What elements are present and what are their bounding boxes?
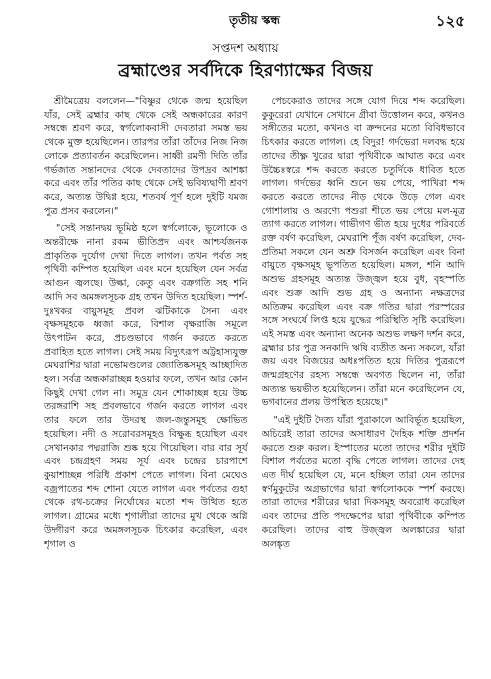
page-number: ১২৫	[435, 12, 465, 30]
right-column	[262, 95, 466, 671]
page-header	[44, 10, 465, 32]
paragraph: "এই দুইটি দৈত্য যাঁরা পুরাকালে আবির্ভূত হয়েছিল, অচিরেই তারা তাদের অসাধারণ দৈহিক শক্তি প্রদর্শন করতে শুরু করল। ইস্পাতের মতো তাদের শরীর দুইটি বিশাল পর্বতের মতো বৃদ্ধি পেতে লাগল। তাদের দেহ এত দীর্ঘ হয়েছিল যে, মনে হচ্ছিল তারা যেন তাদের স্বর্ণমুকুটের অগ্রভাগের দ্বারা স্বর্গলোককে স্পর্শ করছে। তারা তাদের শরীরের দ্বারা দিকসমূহ অবরোধ করেছিল এবং তাদের প্রতি পদক্ষেপের দ্বারা পৃথিবীকে কম্পিত করেছিল। তাদের বাহু উজ্জ্বল অলঙ্কারের দ্বারা অলঙ্কৃত	[261, 415, 465, 550]
paragraph: শ্রীমৈত্রেয় বললেন—"বিষ্ণুর থেকে জন্ম হয়েছিল যাঁর, সেই ব্রহ্মার কাছ থেকে সেই অন্ধকারের কারণ সম্বন্ধে শ্রবণ করে, স্বর্গলোকবাসী দেবতারা সমস্ত ভয় থেকে মুক্ত হয়েছিলেন। তারপর তাঁরা তাঁদের নিজ নিজ লোকে প্রত্যাবর্তন করেছিলেন। সাধ্বী রমণী দিতি তাঁর গর্ভজাত সন্তানদের থেকে দেবতাদের উপদ্রব আশঙ্কা করে এবং তাঁর পতির কাছ থেকে সেই ভবিষ্যদ্বাণী শ্রবণ করে, অত্যন্ত উদ্বিগ্ন হয়ে, শতবর্ষ পূর্ণ হলে দুইটি যমজ পুত্র প্রসব করলেন।"	[44, 96, 248, 217]
paragraph: পেচকেরাও তাদের সঙ্গে যোগ দিয়ে শব্দ করেছিল। কুকুরেরা যেখানে সেখানে গ্রীবা উত্তোলন করে, কখনও সঙ্গীতের মতো, কখনও বা ক্রন্দনের মতো বিবিধভাবে চিৎকার করতে লাগল। হে বিদুর! গর্দভেরা দলবদ্ধ হয়ে তাদের তীক্ষ্ণ খুরের দ্বারা পৃথিবীকে আঘাত করে এবং উচ্চৈঃস্বরে শব্দ করতে করতে চতুর্দিকে ধাবিত হতে লাগল। গর্দভের ধ্বনি শুনে ভয় পেয়ে, পাখিরা শব্দ করতে করতে তাদের নীড় থেকে উড়ে গেল এবং গোশালায় ও অরণ্যে পশুরা শীতে ভয় পেয়ে মল-মূত্র ত্যাগ করতে লাগল। গাভীগণ ভীত হয়ে দুধের পরিবর্তে রক্ত বর্ষণ করেছিল, মেঘরাশি পূঁজ বর্ষণ করেছিল, দেব-প্রতিমা সকলে যেন অশ্রু বিসর্জন করেছিল এবং বিনা বায়ুতে বৃক্ষসমূহ ভূপতিত হয়েছিল। মঙ্গল, শনি আদি অশুভ গ্রহসমূহ অত্যন্ত উজ্জ্বল হয়ে বুধ, বৃহস্পতি এবং শুক্র আদি শুভ গ্রহ ও অন্যান্য নক্ষত্রদের অতিক্রম করেছিল এবং বক্র গতির দ্বারা পরস্পরের সঙ্গে সংঘর্ষে লিপ্ত হয়ে যুদ্ধের পরিস্থিতি সৃষ্টি করেছিল। এই সমস্ত এবং অন্যান্য অনেক অশুভ লক্ষণ দর্শন করে, ব্রহ্মার চার পুত্র সনকাদি ঋষি ব্যতীত অন্য সকলে, যাঁরা জয় এবং বিজয়ের অধঃপতিত হয়ে দিতির পুত্ররূপে জন্মগ্রহণের রহস্য সম্বন্ধে অবগত ছিলেন না, তাঁরা অত্যন্ত ভয়ভীত হয়েছিলেন। তাঁরা মনে করেছিলেন যে, ভগবানের প্রলয় উপস্থিত হয়েছে।"	[261, 96, 465, 409]
paragraph: "সেই সন্তানদ্বয় ভূমিষ্ঠ হলে স্বর্গলোকে, ভূলোকে ও অন্তরীক্ষে নানা রকম ভীতিপ্রদ এবং আশ্চর্যজনক প্রাকৃতিক দুর্যোগ দেখা দিতে লাগল। তখন পর্বত সহ পৃথিবী কম্পিত হয়েছিল এবং মনে হয়েছিল যেন সর্বত্র আগুন জ্বলছে। উল্কা, কেতু এবং বক্রগতি সহ শনি আদি সব অমঙ্গলসূচক গ্রহ তখন উদিত হয়েছিল। স্পর্শ-দুঃখকর বায়ুসমূহ প্রবল ঝটিকাকে সৈন্য এবং বৃক্ষসমূহকে ধ্বজা করে, বিশাল বৃক্ষরাজি সমূলে উৎপাটন করে, প্রচণ্ডভাবে গর্জন করতে করতে প্রবাহিত হতে লাগল। সেই সময় বিদ্যুৎরূপ অট্টহাস্যযুক্ত মেঘরাশির দ্বারা নভোমণ্ডলের জ্যোতিষ্কসমূহ আচ্ছাদিত হল। সর্বত্র অন্ধকারাচ্ছন্ন হওয়ার ফলে, তখন আর কোন কিছুই দেখা গেল না। সমুদ্র যেন শোকাচ্ছন্ন হয়ে উচ্চ তরঙ্গরাশি সহ প্রবলভাবে গর্জন করতে লাগল এবং তার ফলে তার উদরস্থ জল-জন্তুসমূহ ক্ষোভিত হয়েছিল। নদী ও সরোবরসমূহও বিক্ষুব্ধ হয়েছিল এবং সেখানকার পদ্মরাজি শুষ্ক হয়ে গিয়েছিল। বার বার সূর্য এবং চন্দ্রগ্রহণ সময় সূর্য এবং চন্দ্রের চারপাশে কুয়াশাচ্ছন্ন পরিধি প্রকাশ পেতে লাগল। বিনা মেঘেও বজ্রপাতের শব্দ শোনা যেতে লাগল এবং পর্বতের গুহা থেকে রথ-চক্রের নির্ঘোষের মতো শব্দ উত্থিত হতে লাগল। গ্রামের মধ্যে শৃগালীরা তাদের মুখ থেকে অগ্নি উদ্গীরণ করে অমঙ্গলসূচক চিৎকার করেছিল, এবং শৃগাল ও	[44, 223, 248, 550]
running-head: তৃতীয় স্কন্ধ	[229, 13, 280, 27]
left-column	[44, 95, 248, 671]
chapter-label: সপ্তদশ অধ্যায়	[212, 41, 279, 55]
chapter-title: ব্রহ্মাণ্ডের সর্বদিকে হিরণ্যাক্ষের বিজয়	[118, 61, 373, 81]
body-columns	[44, 95, 465, 671]
